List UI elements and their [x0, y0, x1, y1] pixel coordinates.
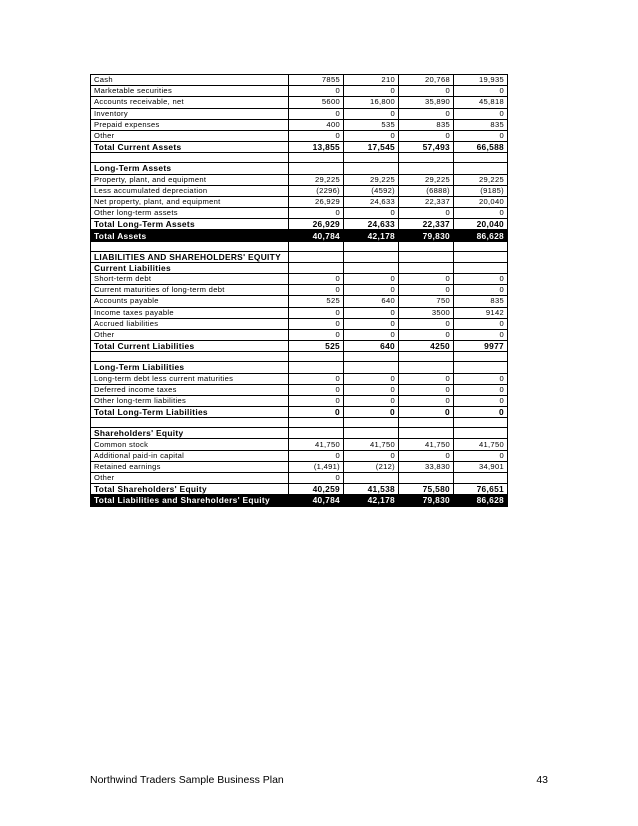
row-value: 0: [399, 450, 454, 461]
row-value: 40,259: [289, 484, 344, 495]
row-value: 29,225: [344, 174, 399, 185]
row-value: [289, 418, 344, 428]
table-row: [91, 285, 508, 296]
row-label: [91, 241, 289, 251]
row-label: [91, 352, 289, 362]
row-label: Other long-term liabilities: [91, 395, 289, 406]
page-number: 43: [536, 774, 548, 786]
row-value: 0: [399, 318, 454, 329]
row-label: Total Assets: [91, 230, 289, 241]
row-value: 640: [344, 341, 399, 352]
row-value: 0: [399, 285, 454, 296]
row-value: [399, 153, 454, 163]
row-value: 0: [289, 384, 344, 395]
row-label: Long-Term Liabilities: [91, 362, 289, 373]
row-value: (6888): [399, 185, 454, 196]
row-value: [454, 251, 508, 262]
row-value: 66,588: [454, 142, 508, 153]
row-label: Other: [91, 130, 289, 141]
row-value: 13,855: [289, 142, 344, 153]
row-value: 75,580: [399, 484, 454, 495]
table-row: [91, 174, 508, 185]
row-value: 79,830: [399, 495, 454, 506]
row-value: 20,040: [454, 219, 508, 230]
row-value: [454, 153, 508, 163]
table-row: [91, 318, 508, 329]
row-value: 0: [454, 329, 508, 340]
row-value: 0: [344, 329, 399, 340]
row-value: 525: [289, 296, 344, 307]
row-value: 20,768: [399, 75, 454, 86]
row-value: 40,784: [289, 230, 344, 241]
row-label: Retained earnings: [91, 461, 289, 472]
row-value: 0: [289, 130, 344, 141]
table-row: [91, 329, 508, 340]
table-row: [91, 439, 508, 450]
row-value: [399, 473, 454, 484]
row-value: [344, 251, 399, 262]
table-row: [91, 196, 508, 207]
row-value: 0: [289, 329, 344, 340]
row-value: 41,750: [399, 439, 454, 450]
row-value: 0: [289, 407, 344, 418]
footer-title: Northwind Traders Sample Business Plan: [90, 774, 284, 786]
row-value: [289, 163, 344, 174]
row-label: Inventory: [91, 108, 289, 119]
table-row: [91, 428, 508, 439]
table-row: [91, 461, 508, 472]
row-value: 16,800: [344, 97, 399, 108]
table-row: [91, 395, 508, 406]
row-value: 535: [344, 119, 399, 130]
row-value: [289, 262, 344, 273]
row-value: 0: [289, 108, 344, 119]
table-row: [91, 362, 508, 373]
row-value: 0: [344, 450, 399, 461]
row-label: Accounts receivable, net: [91, 97, 289, 108]
row-value: 0: [454, 407, 508, 418]
table-row: [91, 97, 508, 108]
row-label: Cash: [91, 75, 289, 86]
row-value: 34,901: [454, 461, 508, 472]
row-value: [454, 241, 508, 251]
row-value: 0: [344, 407, 399, 418]
table-row: [91, 153, 508, 163]
row-value: [454, 418, 508, 428]
row-value: 0: [344, 130, 399, 141]
row-value: 20,040: [454, 196, 508, 207]
row-value: 29,225: [454, 174, 508, 185]
row-value: 29,225: [289, 174, 344, 185]
row-value: 0: [399, 108, 454, 119]
row-label: Deferred income taxes: [91, 384, 289, 395]
row-value: [454, 352, 508, 362]
row-value: 0: [454, 130, 508, 141]
row-value: [454, 473, 508, 484]
row-label: Marketable securities: [91, 86, 289, 97]
row-label: Net property, plant, and equipment: [91, 196, 289, 207]
row-value: 0: [344, 384, 399, 395]
table-row: [91, 142, 508, 153]
row-label: Other long-term assets: [91, 208, 289, 219]
row-value: [399, 352, 454, 362]
table-row: [91, 484, 508, 495]
row-value: [399, 418, 454, 428]
row-value: (4592): [344, 185, 399, 196]
row-value: 0: [399, 407, 454, 418]
row-value: [454, 362, 508, 373]
row-value: 0: [344, 274, 399, 285]
row-value: [289, 251, 344, 262]
row-value: [344, 163, 399, 174]
table-row: [91, 262, 508, 273]
row-value: 22,337: [399, 219, 454, 230]
row-value: 0: [399, 395, 454, 406]
row-label: Total Shareholders' Equity: [91, 484, 289, 495]
row-value: 42,178: [344, 495, 399, 506]
row-value: 41,750: [454, 439, 508, 450]
balance-sheet-table: [90, 74, 508, 507]
row-value: 17,545: [344, 142, 399, 153]
row-value: 9977: [454, 341, 508, 352]
row-value: 0: [399, 130, 454, 141]
row-value: 835: [454, 119, 508, 130]
row-value: 26,929: [289, 196, 344, 207]
row-value: 0: [454, 384, 508, 395]
row-value: 45,818: [454, 97, 508, 108]
row-value: 42,178: [344, 230, 399, 241]
row-value: 41,538: [344, 484, 399, 495]
row-value: 29,225: [399, 174, 454, 185]
row-value: 525: [289, 341, 344, 352]
row-value: 835: [399, 119, 454, 130]
row-value: 41,750: [344, 439, 399, 450]
row-value: 0: [399, 86, 454, 97]
row-value: 0: [399, 274, 454, 285]
table-row: [91, 230, 508, 241]
row-value: 4250: [399, 341, 454, 352]
row-value: 750: [399, 296, 454, 307]
row-value: 0: [399, 329, 454, 340]
row-value: 0: [289, 473, 344, 484]
row-value: 22,337: [399, 196, 454, 207]
row-label: Income taxes payable: [91, 307, 289, 318]
row-label: Property, plant, and equipment: [91, 174, 289, 185]
row-label: Total Long-Term Liabilities: [91, 407, 289, 418]
row-value: 0: [344, 307, 399, 318]
row-value: 0: [399, 208, 454, 219]
row-label: Accrued liabilities: [91, 318, 289, 329]
row-value: 57,493: [399, 142, 454, 153]
row-value: 0: [344, 373, 399, 384]
row-value: 79,830: [399, 230, 454, 241]
row-value: (1,491): [289, 461, 344, 472]
row-value: [289, 428, 344, 439]
row-value: [344, 241, 399, 251]
row-value: [344, 418, 399, 428]
row-value: 0: [454, 285, 508, 296]
row-value: 0: [454, 318, 508, 329]
row-label: Shareholders' Equity: [91, 428, 289, 439]
row-value: 0: [289, 274, 344, 285]
row-value: 0: [289, 373, 344, 384]
row-value: 0: [289, 86, 344, 97]
table-row: [91, 373, 508, 384]
row-value: 86,628: [454, 230, 508, 241]
table-row: [91, 384, 508, 395]
row-label: LIABILITIES AND SHAREHOLDERS' EQUITY: [91, 251, 289, 262]
row-value: [399, 163, 454, 174]
table-row: [91, 307, 508, 318]
table-row: [91, 219, 508, 230]
table-row: [91, 241, 508, 251]
row-value: 0: [289, 208, 344, 219]
row-value: 0: [344, 86, 399, 97]
row-value: 0: [454, 450, 508, 461]
row-value: 7855: [289, 75, 344, 86]
row-label: Total Long-Term Assets: [91, 219, 289, 230]
table-row: [91, 130, 508, 141]
row-value: (2296): [289, 185, 344, 196]
row-value: 19,935: [454, 75, 508, 86]
row-value: 0: [344, 285, 399, 296]
row-value: 400: [289, 119, 344, 130]
balance-sheet-body: [91, 75, 508, 507]
row-value: 0: [454, 373, 508, 384]
table-row: [91, 495, 508, 506]
row-value: [454, 428, 508, 439]
row-value: 0: [344, 108, 399, 119]
table-row: [91, 341, 508, 352]
table-row: [91, 251, 508, 262]
row-value: [399, 428, 454, 439]
table-row: [91, 185, 508, 196]
row-value: 0: [399, 373, 454, 384]
table-row: [91, 418, 508, 428]
row-value: 0: [289, 395, 344, 406]
row-value: [289, 362, 344, 373]
table-row: [91, 208, 508, 219]
row-value: 640: [344, 296, 399, 307]
row-label: Common stock: [91, 439, 289, 450]
row-value: [344, 352, 399, 362]
table-row: [91, 473, 508, 484]
row-value: 24,633: [344, 196, 399, 207]
row-value: 40,784: [289, 495, 344, 506]
row-value: 0: [454, 208, 508, 219]
table-row: [91, 86, 508, 97]
row-label: Total Liabilities and Shareholders' Equity: [91, 495, 289, 506]
row-value: 0: [454, 108, 508, 119]
row-value: 0: [344, 208, 399, 219]
table-row: [91, 119, 508, 130]
row-value: 0: [454, 274, 508, 285]
table-row: [91, 407, 508, 418]
row-value: 0: [344, 395, 399, 406]
table-row: [91, 75, 508, 86]
row-label: [91, 153, 289, 163]
row-value: [454, 262, 508, 273]
row-value: 835: [454, 296, 508, 307]
row-value: [289, 153, 344, 163]
table-row: [91, 274, 508, 285]
table-row: [91, 450, 508, 461]
row-value: 35,890: [399, 97, 454, 108]
table-row: [91, 108, 508, 119]
row-label: Current Liabilities: [91, 262, 289, 273]
row-value: [344, 473, 399, 484]
row-label: Less accumulated depreciation: [91, 185, 289, 196]
row-value: 24,633: [344, 219, 399, 230]
row-value: 0: [289, 307, 344, 318]
row-label: Long-Term Assets: [91, 163, 289, 174]
row-value: [344, 362, 399, 373]
row-value: [344, 153, 399, 163]
row-value: [344, 262, 399, 273]
table-row: [91, 352, 508, 362]
row-value: 33,830: [399, 461, 454, 472]
row-value: [399, 241, 454, 251]
row-value: [344, 428, 399, 439]
row-value: [289, 241, 344, 251]
row-value: 0: [399, 384, 454, 395]
row-value: 76,651: [454, 484, 508, 495]
row-label: Additional paid-in capital: [91, 450, 289, 461]
row-label: Other: [91, 473, 289, 484]
row-value: 0: [454, 86, 508, 97]
row-value: 0: [454, 395, 508, 406]
row-label: Prepaid expenses: [91, 119, 289, 130]
row-value: 0: [289, 318, 344, 329]
table-row: [91, 296, 508, 307]
row-value: 41,750: [289, 439, 344, 450]
row-value: 26,929: [289, 219, 344, 230]
row-value: 0: [289, 450, 344, 461]
row-value: 0: [289, 285, 344, 296]
row-value: [289, 352, 344, 362]
row-value: (9185): [454, 185, 508, 196]
row-label: Other: [91, 329, 289, 340]
row-value: 210: [344, 75, 399, 86]
row-value: 3500: [399, 307, 454, 318]
row-value: 5600: [289, 97, 344, 108]
row-value: [399, 362, 454, 373]
row-label: Long-term debt less current maturities: [91, 373, 289, 384]
row-value: [399, 251, 454, 262]
row-value: 9142: [454, 307, 508, 318]
table-row: [91, 163, 508, 174]
row-label: Short-term debt: [91, 274, 289, 285]
row-label: Total Current Assets: [91, 142, 289, 153]
row-label: Current maturities of long-term debt: [91, 285, 289, 296]
row-value: (212): [344, 461, 399, 472]
row-value: [454, 163, 508, 174]
row-value: 86,628: [454, 495, 508, 506]
row-value: [399, 262, 454, 273]
row-label: Total Current Liabilities: [91, 341, 289, 352]
row-label: [91, 418, 289, 428]
row-label: Accounts payable: [91, 296, 289, 307]
row-value: 0: [344, 318, 399, 329]
